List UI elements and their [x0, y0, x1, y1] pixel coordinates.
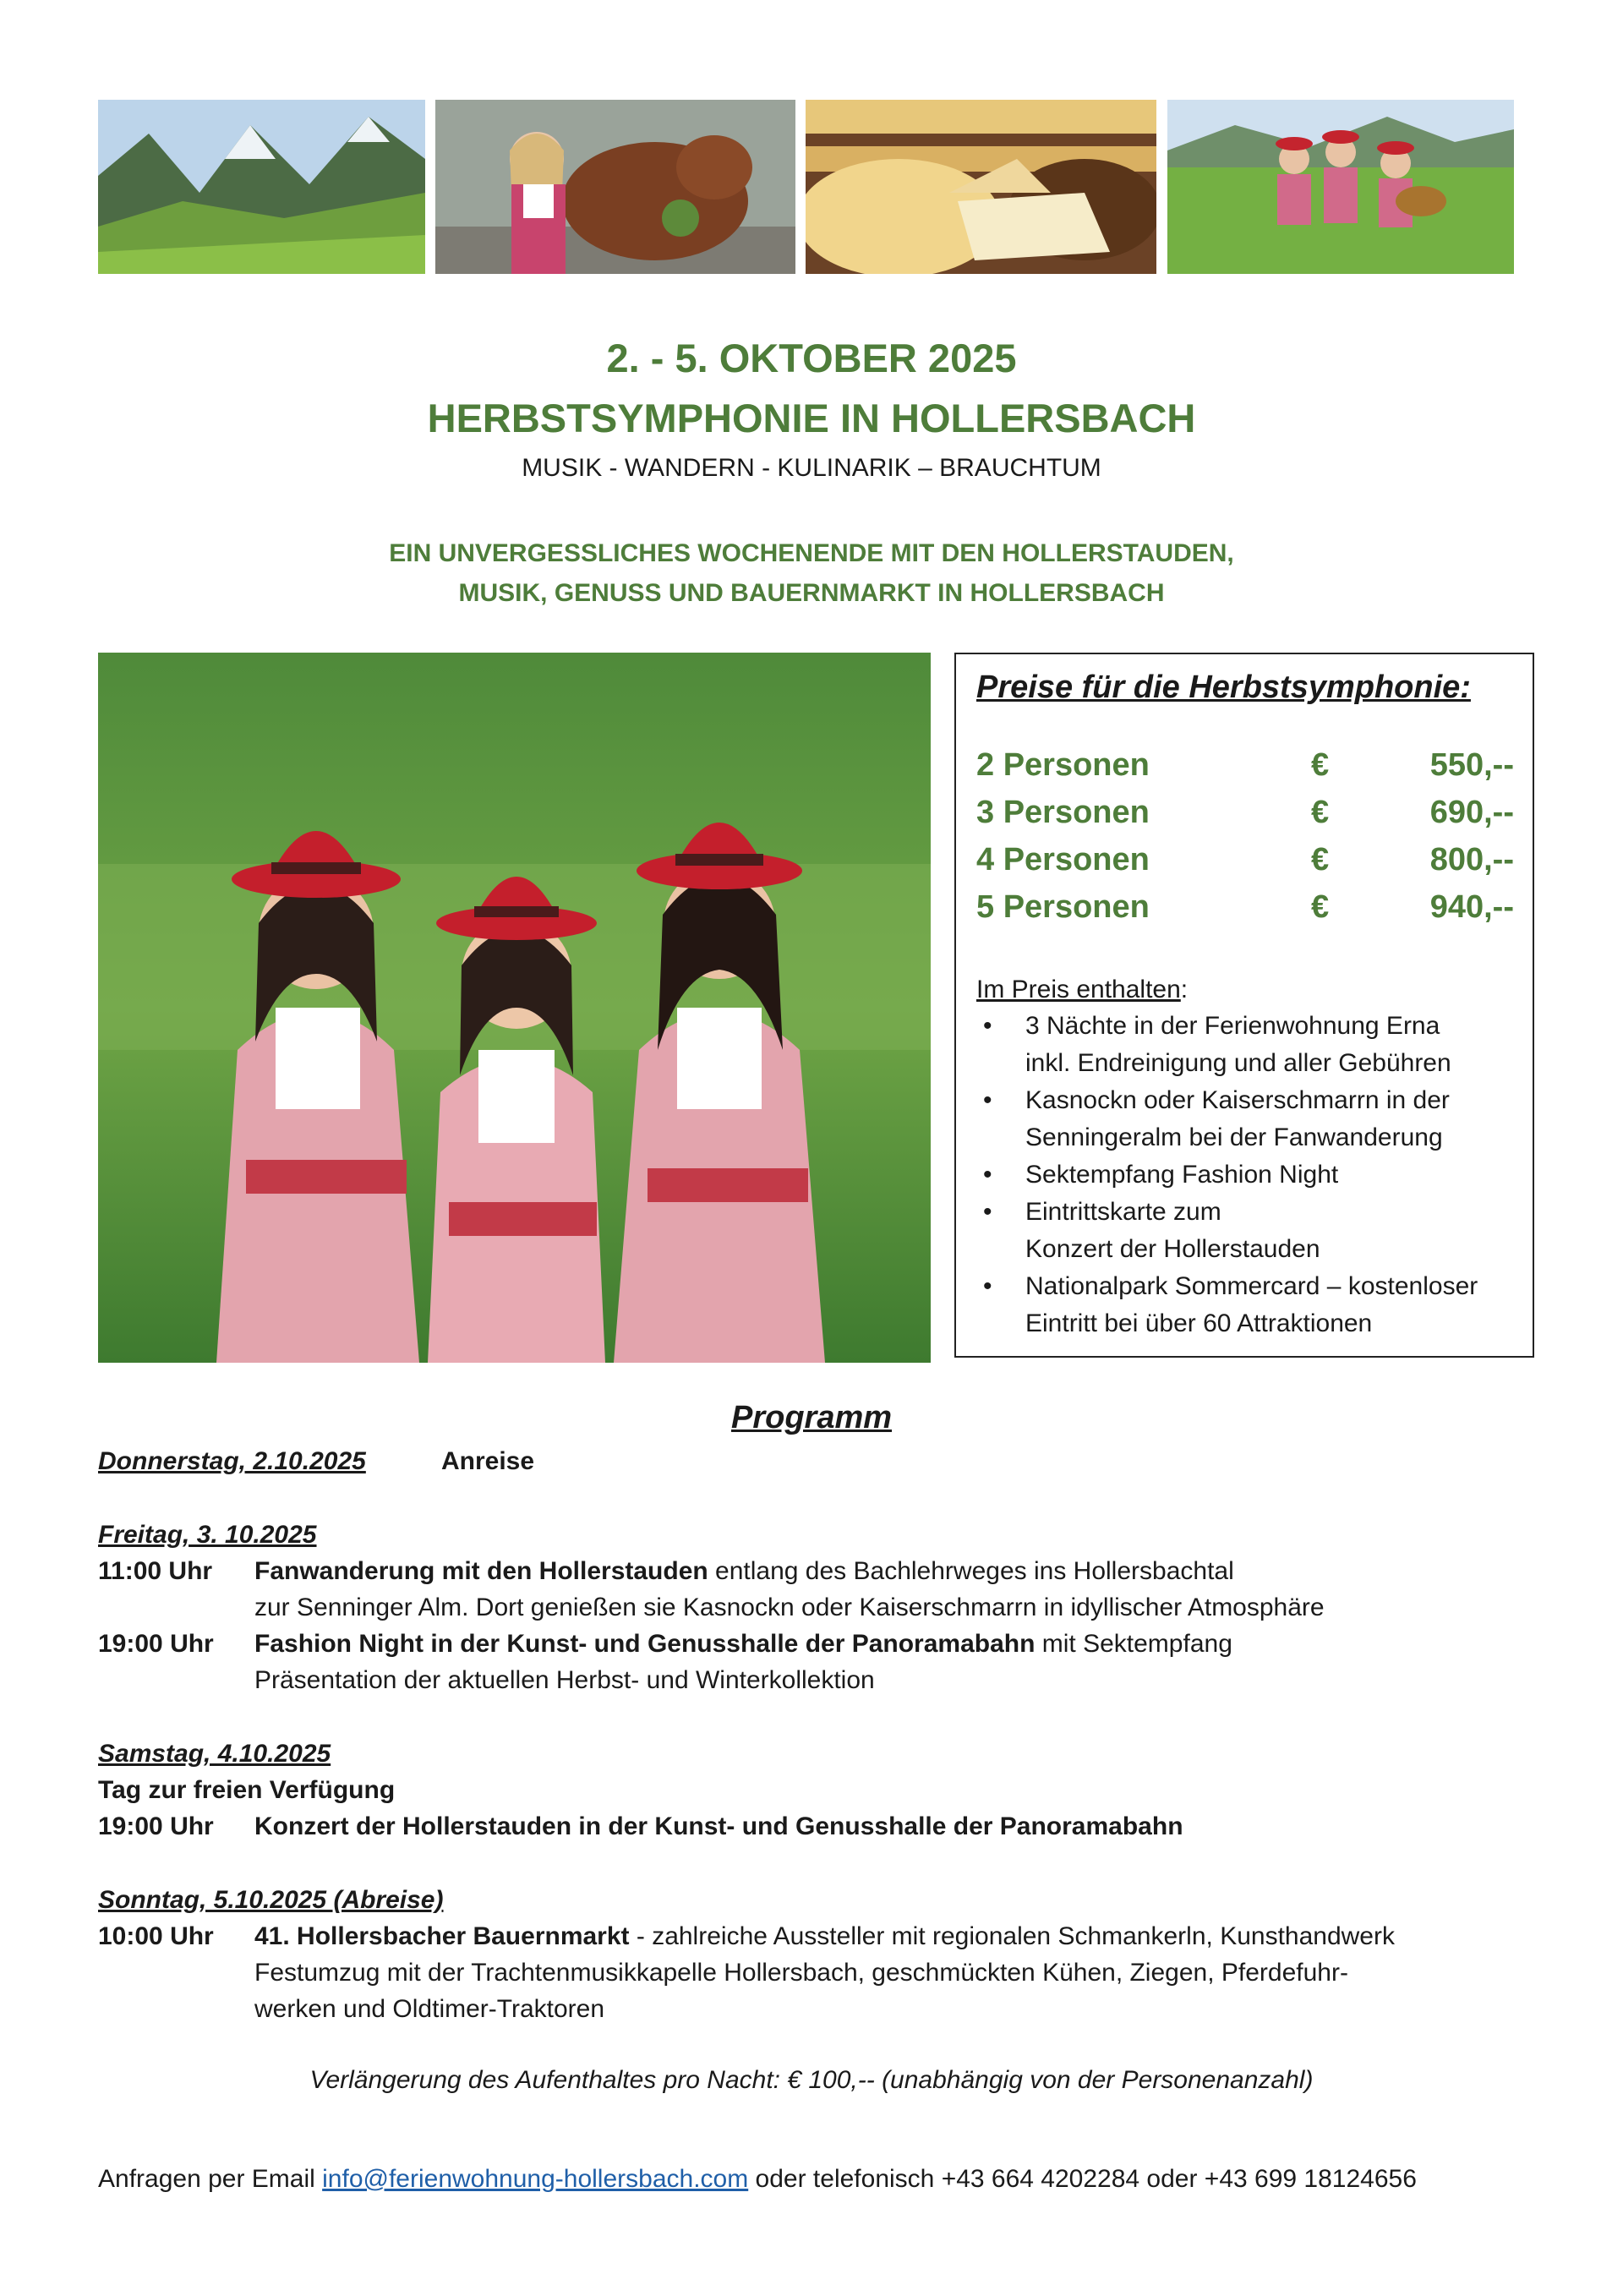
- program-title: Programm: [730, 1400, 893, 1435]
- three-women-in-dirndl-photo: [98, 653, 931, 1363]
- included-item: [976, 1194, 1526, 1268]
- event-detail: entlang des Bachlehrweges ins Hollersbachtal: [708, 1557, 1234, 1585]
- price-currency: €: [1311, 842, 1330, 877]
- contact-suffix: oder telefonisch +43 664 4202284 oder +43 699 18124656: [748, 2165, 1417, 2193]
- day-heading-saturday: Samstag, 4.10.2025: [98, 1740, 331, 1768]
- cheese-and-bread-photo: [806, 100, 1156, 274]
- price-box: [954, 653, 1534, 1358]
- event-description-line: Festumzug mit der Trachtenmusikkapelle Hollersbach, geschmückten Kühen, Ziegen, Pferdefuhr-: [254, 1959, 1348, 1987]
- included-label-line: [976, 976, 1188, 1004]
- included-colon: :: [1180, 976, 1189, 1003]
- arrival-note: Anreise: [441, 1447, 535, 1475]
- event-detail: - zahlreiche Aussteller mit regionalen Schmankerln, Kunsthandwerk: [629, 1922, 1395, 1950]
- alpine-valley-photo: [98, 100, 425, 274]
- price-currency: €: [1311, 889, 1330, 925]
- event-description-line: Präsentation der aktuellen Herbst- und Winterkollektion: [254, 1666, 875, 1694]
- bullet-icon: •: [983, 1086, 992, 1114]
- included-item-line: Konzert der Hollerstauden: [1025, 1235, 1320, 1263]
- included-item-line: Nationalpark Sommercard – kostenloser: [1025, 1272, 1478, 1300]
- included-item-line: Sektempfang Fashion Night: [1025, 1161, 1339, 1189]
- included-list: [976, 1008, 1526, 1342]
- included-item-line: 3 Nächte in der Ferienwohnung Erna: [1025, 1012, 1440, 1040]
- event-description: [254, 1626, 1232, 1663]
- event-description-line: werken und Oldtimer-Traktoren: [254, 1995, 605, 2023]
- price-heading: Preise für die Herbstsymphonie:: [976, 670, 1471, 705]
- email-link[interactable]: info@ferienwohnung-hollersbach.com: [322, 2165, 749, 2193]
- price-amount: 550,--: [1429, 747, 1514, 783]
- event-time: 11:00 Uhr: [98, 1557, 213, 1585]
- contact-line: [98, 2165, 1417, 2194]
- included-item-line: inkl. Endreinigung und aller Gebühren: [1025, 1049, 1451, 1077]
- included-item-line: Senningeralm bei der Fanwanderung: [1025, 1123, 1443, 1151]
- price-persons: 2 Personen: [976, 747, 1150, 783]
- price-row: [976, 795, 1514, 842]
- bullet-icon: •: [983, 1012, 992, 1040]
- tagline-line-1: EIN UNVERGESSLICHES WOCHENENDE MIT DEN HOLLERSTAUDEN,: [389, 539, 1234, 567]
- included-item: [976, 1156, 1526, 1194]
- included-label: Im Preis enthalten: [976, 976, 1181, 1003]
- price-amount: 940,--: [1429, 889, 1514, 925]
- price-row: [976, 747, 1514, 795]
- event-title: 41. Hollersbacher Bauernmarkt: [254, 1922, 630, 1950]
- event-time: 10:00 Uhr: [98, 1922, 214, 1950]
- included-item-line: Kasnockn oder Kaiserschmarrn in der: [1025, 1086, 1450, 1114]
- included-item: [976, 1082, 1526, 1156]
- price-amount: 800,--: [1429, 842, 1514, 877]
- bullet-icon: •: [983, 1161, 992, 1189]
- event-title: Fashion Night in der Kunst- und Genusshalle der Panoramabahn: [254, 1630, 1036, 1658]
- price-row: [976, 842, 1514, 889]
- event-title: Fanwanderung mit den Hollerstauden: [254, 1557, 708, 1585]
- price-row: [976, 889, 1514, 937]
- price-currency: €: [1311, 747, 1330, 783]
- event-time: 19:00 Uhr: [98, 1630, 214, 1658]
- bullet-icon: •: [983, 1198, 992, 1226]
- event-date-heading: 2. - 5. OKTOBER 2025: [606, 336, 1017, 380]
- included-item: [976, 1008, 1526, 1082]
- bullet-icon: •: [983, 1272, 992, 1300]
- extension-note: Verlängerung des Aufenthaltes pro Nacht: € 100,-- (unabhängig von der Personenanzahl): [309, 2066, 1314, 2094]
- free-day-note: Tag zur freien Verfügung: [98, 1776, 396, 1804]
- musicians-in-meadow-photo: [1167, 100, 1514, 274]
- day-heading-friday: Freitag, 3. 10.2025: [98, 1521, 317, 1549]
- day-heading-sunday: Sonntag, 5.10.2025 (Abreise): [98, 1886, 444, 1914]
- event-detail: mit Sektempfang: [1035, 1630, 1232, 1658]
- price-persons: 3 Personen: [976, 795, 1150, 830]
- event-time: 19:00 Uhr: [98, 1812, 214, 1840]
- event-description: [254, 1553, 1234, 1590]
- price-persons: 4 Personen: [976, 842, 1150, 877]
- price-currency: €: [1311, 795, 1330, 830]
- event-subtitle: MUSIK - WANDERN - KULINARIK – BRAUCHTUM: [522, 454, 1101, 482]
- tagline-line-2: MUSIK, GENUSS UND BAUERNMARKT IN HOLLERSBACH: [458, 579, 1165, 607]
- included-item-line: Eintritt bei über 60 Attraktionen: [1025, 1309, 1373, 1337]
- contact-prefix: Anfragen per Email: [98, 2165, 323, 2193]
- day-heading-thursday: Donnerstag, 2.10.2025: [98, 1447, 366, 1475]
- event-description: [254, 1918, 1395, 1955]
- girl-with-cow-photo: [435, 100, 795, 274]
- event-description-line: zur Senninger Alm. Dort genießen sie Kasnockn oder Kaiserschmarrn in idyllischer Atmosphäre: [254, 1594, 1325, 1621]
- price-persons: 5 Personen: [976, 889, 1150, 925]
- event-title-heading: HERBSTSYMPHONIE IN HOLLERSBACH: [427, 396, 1196, 440]
- included-item: [976, 1268, 1526, 1342]
- included-item-line: Eintrittskarte zum: [1025, 1198, 1221, 1226]
- event-title: Konzert der Hollerstauden in der Kunst- und Genusshalle der Panoramabahn: [254, 1812, 1183, 1840]
- price-amount: 690,--: [1429, 795, 1514, 830]
